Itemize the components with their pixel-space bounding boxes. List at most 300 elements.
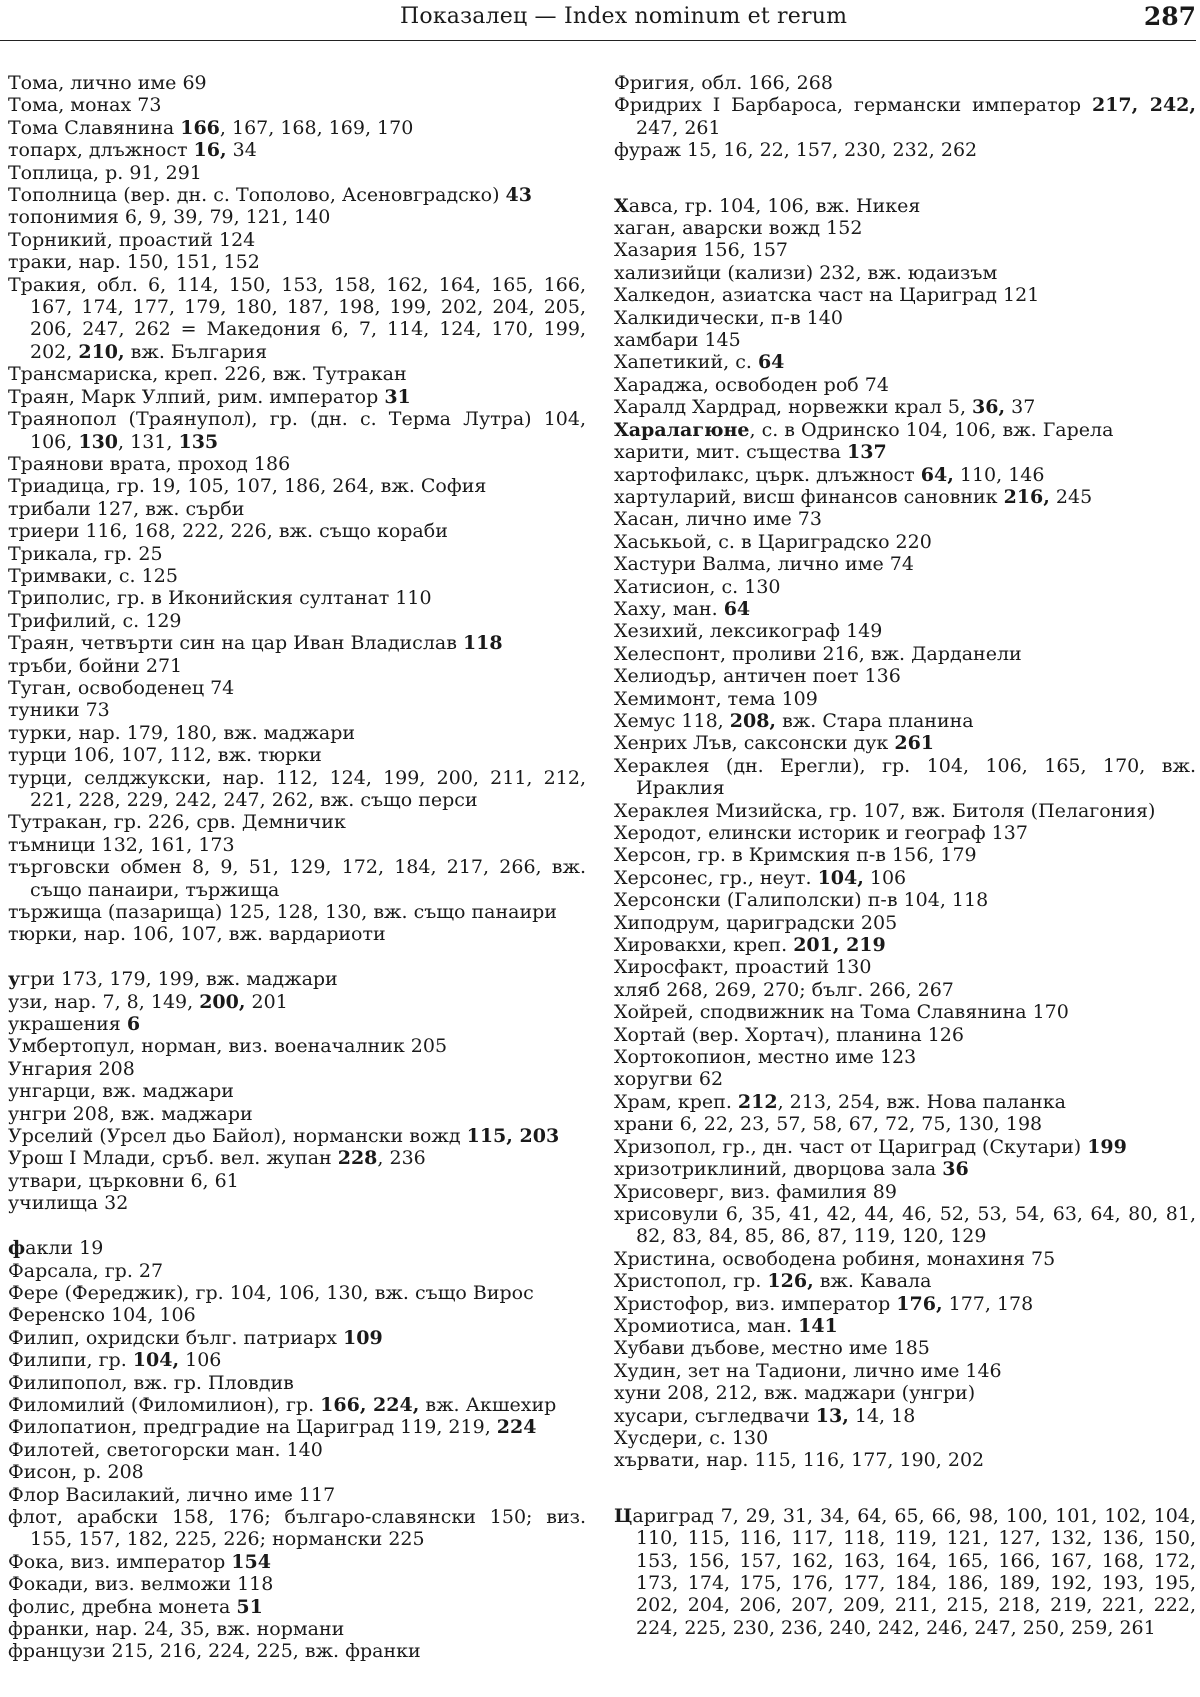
entry-text: Тополница (вер. дн. с. Тополово, Асеновградско) bbox=[8, 184, 506, 207]
page-ref-bold: 104, bbox=[817, 866, 864, 889]
entry-text: Христина, освободена робиня, монахиня 75 bbox=[614, 1247, 1056, 1270]
index-entry bbox=[614, 912, 1196, 934]
page-ref-bold: 115, 203 bbox=[466, 1125, 560, 1148]
entry-text: Торникий, проастий 124 bbox=[8, 228, 256, 251]
entry-text: утвари, църковни 6, 61 bbox=[8, 1169, 239, 1192]
entry-text: топарх, длъжност bbox=[8, 139, 194, 162]
index-entry bbox=[614, 979, 1196, 1001]
index-entry bbox=[614, 1315, 1196, 1337]
index-entry bbox=[8, 1237, 586, 1259]
index-entry bbox=[8, 139, 586, 161]
entry-text: авса, гр. 104, 106, вж. Никея bbox=[628, 194, 921, 217]
index-entry bbox=[8, 206, 586, 228]
entry-text: траки, нар. 150, 151, 152 bbox=[8, 251, 260, 274]
page-ref-bold: 36 bbox=[942, 1158, 969, 1181]
entry-text: Херсонес, гр., неут. bbox=[614, 866, 818, 889]
entry-text: хоругви 62 bbox=[614, 1068, 724, 1091]
index-entry bbox=[614, 553, 1196, 575]
index-entry bbox=[8, 1596, 586, 1618]
entry-text: хусари, съгледвачи bbox=[614, 1404, 816, 1427]
entry-text: Триполис, гр. в Иконийския султанат 110 bbox=[8, 587, 432, 610]
entry-text: , 213, 254, вж. Нова паланка bbox=[777, 1090, 1066, 1113]
index-entry bbox=[8, 610, 586, 632]
entry-text: Траянопол (Траянупол), гр. (дн. с. Терма Лутра) 104, 106, bbox=[8, 408, 586, 453]
index-entry bbox=[8, 363, 586, 385]
index-entry bbox=[8, 722, 586, 744]
index-entry bbox=[614, 1337, 1196, 1359]
index-entry bbox=[8, 1058, 586, 1080]
entry-text: Филипи, гр. bbox=[8, 1349, 133, 1372]
section-gap bbox=[8, 1215, 586, 1237]
entry-text: турци 106, 107, 112, вж. тюрки bbox=[8, 744, 322, 767]
index-entry bbox=[614, 531, 1196, 553]
page-ref-bold: 199 bbox=[1087, 1135, 1127, 1158]
entry-text: 201 bbox=[245, 990, 288, 1013]
page-ref-bold: 200, bbox=[199, 990, 246, 1013]
entry-text: Фере (Фереджик), гр. 104, 106, 130, вж. също Вирос bbox=[8, 1281, 534, 1304]
index-entry bbox=[614, 800, 1196, 822]
entry-text: вж. Кавала bbox=[813, 1270, 932, 1293]
index-entry bbox=[614, 217, 1196, 239]
entry-text: Хризопол, гр., дн. част от Цариград (Скутари) bbox=[614, 1135, 1088, 1158]
index-entry bbox=[8, 565, 586, 587]
entry-text: Хезихий, лексикограф 149 bbox=[614, 620, 883, 643]
page-ref-bold: 43 bbox=[505, 184, 532, 207]
index-entry bbox=[614, 508, 1196, 530]
page-ref-bold: 109 bbox=[343, 1326, 383, 1349]
entry-text: Хасан, лично име 73 bbox=[614, 508, 822, 531]
entry-text: Трифилий, с. 129 bbox=[8, 609, 182, 632]
index-entry bbox=[614, 94, 1196, 139]
entry-text: Храм, креп. bbox=[614, 1090, 738, 1113]
entry-text: Херодот, елински историк и географ 137 bbox=[614, 822, 1028, 844]
index-entry bbox=[614, 239, 1196, 261]
entry-text: , 236 bbox=[377, 1147, 426, 1170]
entry-text: тръби, бойни 271 bbox=[8, 654, 183, 677]
index-entry bbox=[614, 419, 1196, 441]
page-ref-bold: ф bbox=[8, 1237, 26, 1260]
entry-text: търговски обмен 8, 9, 51, 129, 172, 184, 217, 266, вж. също панаири, тържища bbox=[8, 856, 586, 901]
entry-text: Тракия, обл. 6, 114, 150, 153, 158, 162, 164, 165, 166, 167, 174, 177, 179, 180, 187, 198, 199, 202, 204, 205, 206, 247, 262 = Македония 6, 7, 114, 124, 170, 199, 202, bbox=[8, 273, 586, 363]
index-entry bbox=[614, 665, 1196, 687]
entry-text: Тримваки, с. 125 bbox=[8, 564, 178, 587]
index-entry bbox=[8, 251, 586, 273]
entry-text: хървати, нар. 115, 116, 177, 190, 202 bbox=[614, 1449, 985, 1472]
index-entry bbox=[614, 262, 1196, 284]
page-ref-bold: Х bbox=[614, 194, 629, 217]
index-entry bbox=[614, 1091, 1196, 1113]
index-entry bbox=[8, 991, 586, 1013]
index-entry bbox=[614, 956, 1196, 978]
page-ref-bold: 126, bbox=[767, 1270, 814, 1293]
entry-text: 106 bbox=[863, 866, 907, 889]
entry-text: 106 bbox=[179, 1349, 222, 1372]
entry-text: Херсонски (Галиполски) п-в 104, 118 bbox=[614, 889, 989, 912]
entry-text: Хастури Валма, лично име 74 bbox=[614, 553, 914, 576]
entry-text: трибали 127, вж. сърби bbox=[8, 497, 245, 520]
section-gap bbox=[8, 946, 586, 968]
index-entry bbox=[614, 822, 1196, 844]
entry-text: Филотей, светогорски ман. 140 bbox=[8, 1438, 323, 1461]
index-entry bbox=[8, 386, 586, 408]
index-entry bbox=[8, 475, 586, 497]
entry-text: Хелеспонт, проливи 216, вж. Дарданели bbox=[614, 642, 1022, 665]
entry-text: 14, 18 bbox=[848, 1404, 916, 1427]
entry-text: унгарци, вж. маджари bbox=[8, 1080, 234, 1103]
index-entry bbox=[614, 396, 1196, 418]
index-entry bbox=[8, 1349, 586, 1371]
entry-text: Хусдери, с. 130 bbox=[614, 1426, 769, 1449]
entry-text: Тутракан, гр. 226, срв. Демничик bbox=[8, 811, 346, 834]
entry-text: Филопатион, предградие на Цариград 119, 219, bbox=[8, 1416, 497, 1439]
entry-text: Хортай (вер. Хортач), планина 126 bbox=[614, 1023, 964, 1046]
entry-text: хартуларий, висш финансов сановник bbox=[614, 485, 1004, 508]
index-entry bbox=[8, 229, 586, 251]
page-ref-bold: 228 bbox=[337, 1147, 378, 1170]
index-entry bbox=[8, 453, 586, 475]
entry-text: Хераклея (дн. Ерегли), гр. 104, 106, 165, 170, вж. Ираклия bbox=[614, 754, 1196, 800]
index-entry bbox=[8, 856, 586, 901]
index-entry bbox=[8, 1192, 586, 1214]
entry-text: вж. Акшехир bbox=[419, 1393, 557, 1416]
entry-text: , с. в Одринско 104, 106, вж. Гарела bbox=[749, 418, 1114, 441]
index-entry bbox=[8, 1035, 586, 1057]
index-entry bbox=[614, 139, 1196, 161]
index-entry bbox=[8, 408, 586, 453]
index-entry bbox=[8, 1080, 586, 1102]
index-entry bbox=[8, 1484, 586, 1506]
entry-text: Траянови врата, проход 186 bbox=[8, 452, 291, 475]
entry-text: гри 173, 179, 199, вж. маджари bbox=[20, 968, 338, 991]
entry-text: Хемимонт, тема 109 bbox=[614, 687, 818, 710]
index-entry bbox=[8, 1618, 586, 1640]
entry-text: училища 32 bbox=[8, 1192, 129, 1215]
page-ref-bold: 212 bbox=[737, 1090, 778, 1113]
page-ref-bold: 216, bbox=[1003, 485, 1050, 508]
index-entry bbox=[8, 184, 586, 206]
index-entry bbox=[614, 464, 1196, 486]
index-entry bbox=[8, 1170, 586, 1192]
page-ref-bold: 154 bbox=[231, 1550, 271, 1573]
entry-text: турци, селджукски, нар. 112, 124, 199, 200, 211, 212, 221, 228, 229, 242, 247, 262, вж. също перси bbox=[8, 766, 586, 811]
index-entry bbox=[614, 889, 1196, 911]
entry-text: Хаху, ман. bbox=[614, 597, 724, 620]
entry-text: Филомилий (Филомилион), гр. bbox=[8, 1393, 321, 1416]
entry-text: , 131, bbox=[118, 430, 179, 453]
entry-text: хляб 268, 269, 270; бълг. 266, 267 bbox=[614, 978, 954, 1001]
index-entry bbox=[614, 1158, 1196, 1180]
index-entry bbox=[8, 1372, 586, 1394]
index-entry bbox=[614, 351, 1196, 373]
page-ref-bold: 166, 224, bbox=[320, 1393, 420, 1416]
index-entry bbox=[614, 598, 1196, 620]
index-entry bbox=[8, 767, 586, 812]
index-entry bbox=[8, 1416, 586, 1438]
entry-text: Филип, охридски бълг. патриарх bbox=[8, 1326, 344, 1349]
entry-text: Хаськьой, с. в Цариградско 220 bbox=[614, 530, 932, 553]
entry-text: Хиросфакт, проастий 130 bbox=[614, 956, 872, 979]
index-entry bbox=[8, 587, 586, 609]
entry-text: Христофор, виз. император bbox=[614, 1292, 897, 1315]
entry-text: Триадица, гр. 19, 105, 107, 186, 264, вж. София bbox=[8, 475, 487, 498]
entry-text: хализийци (кализи) 232, вж. юдаизъм bbox=[614, 261, 998, 284]
index-entry bbox=[614, 688, 1196, 710]
index-entry bbox=[614, 1046, 1196, 1068]
entry-text: 110, 146 bbox=[953, 463, 1045, 486]
index-entry bbox=[614, 1068, 1196, 1090]
index-entry bbox=[614, 1248, 1196, 1270]
entry-text: Фокади, виз. велможи 118 bbox=[8, 1573, 274, 1596]
entry-text: Халкедон, азиатска част на Цариград 121 bbox=[614, 284, 1040, 307]
entry-text: тюрки, нар. 106, 107, вж. вардариоти bbox=[8, 923, 386, 946]
entry-text: Фригия, обл. 166, 268 bbox=[614, 72, 833, 94]
index-entry bbox=[614, 284, 1196, 306]
entry-text: Трансмариска, креп. 226, вж. Тутракан bbox=[8, 363, 407, 386]
entry-text: Христопол, гр. bbox=[614, 1270, 768, 1293]
index-entry bbox=[8, 94, 586, 116]
index-entry bbox=[614, 620, 1196, 642]
index-entry bbox=[8, 699, 586, 721]
index-entry bbox=[614, 1270, 1196, 1292]
entry-text: 247, 261 bbox=[636, 116, 721, 139]
entry-text: франки, нар. 24, 35, вж. нормани bbox=[8, 1618, 345, 1640]
index-entry bbox=[614, 1181, 1196, 1203]
entry-text: тъмници 132, 161, 173 bbox=[8, 833, 235, 856]
index-entry bbox=[8, 1013, 586, 1035]
page-ref-bold: 64, bbox=[920, 463, 954, 486]
entry-text: Фисон, р. 208 bbox=[8, 1461, 144, 1484]
index-entry bbox=[8, 1506, 586, 1551]
entry-text: тържища (пазарища) 125, 128, 130, вж. също панаири bbox=[8, 901, 557, 924]
entry-text: Траян, Марк Улпий, рим. император bbox=[8, 385, 385, 408]
page-ref-bold: 176, bbox=[896, 1292, 943, 1315]
index-entry bbox=[8, 1551, 586, 1573]
entry-text: Хараджа, освободен роб 74 bbox=[614, 373, 889, 396]
index-entry bbox=[614, 1427, 1196, 1449]
page-ref-bold: 224 bbox=[496, 1416, 537, 1439]
index-entry bbox=[614, 1405, 1196, 1427]
page-ref-bold: у bbox=[8, 968, 21, 991]
index-entry bbox=[614, 867, 1196, 889]
entry-text: Херсон, гр. в Кримския п-в 156, 179 bbox=[614, 844, 977, 867]
page-ref-bold: 166 bbox=[180, 116, 220, 139]
entry-text: Топлица, р. 91, 291 bbox=[8, 161, 202, 184]
section-gap bbox=[614, 1472, 1196, 1505]
index-entry bbox=[614, 307, 1196, 329]
index-entry bbox=[8, 1461, 586, 1483]
entry-text: унгри 208, вж. маджари bbox=[8, 1102, 253, 1125]
index-entry bbox=[8, 901, 586, 923]
entry-text: триери 116, 168, 222, 226, вж. също кораби bbox=[8, 520, 448, 543]
index-entry bbox=[614, 486, 1196, 508]
entry-text: туники 73 bbox=[8, 699, 110, 722]
index-entry bbox=[614, 1382, 1196, 1404]
entry-text: Фридрих I Барбароса, германски император bbox=[614, 94, 1092, 117]
entry-text: 37 bbox=[1005, 396, 1036, 419]
index-entry bbox=[8, 1103, 586, 1125]
index-entry bbox=[8, 1304, 586, 1326]
entry-text: флот, арабски 158, 176; българо-славянски 150; виз. 155, 157, 182, 225, 226; нормански 225 bbox=[8, 1505, 586, 1551]
index-entry bbox=[8, 811, 586, 833]
page-ref-bold: 201, 219 bbox=[793, 934, 886, 957]
index-entry bbox=[614, 1024, 1196, 1046]
entry-text: Хапетикий, с. bbox=[614, 351, 758, 374]
index-entry bbox=[8, 1125, 586, 1147]
entry-text: Траян, четвърти син на цар Иван Владислав bbox=[8, 632, 463, 655]
index-entry bbox=[614, 710, 1196, 732]
index-column-right bbox=[614, 72, 1196, 1639]
index-entry bbox=[614, 1360, 1196, 1382]
entry-text: Трикала, гр. 25 bbox=[8, 542, 163, 565]
entry-text: турки, нар. 179, 180, вж. маджари bbox=[8, 721, 356, 744]
page-ref-bold: 130 bbox=[78, 430, 119, 453]
entry-text: Хазария 156, 157 bbox=[614, 239, 789, 262]
index-entry bbox=[8, 1327, 586, 1349]
index-entry bbox=[614, 1293, 1196, 1315]
entry-text: 245 bbox=[1049, 485, 1093, 508]
entry-text: хуни 208, 212, вж. маджари (унгри) bbox=[614, 1382, 976, 1405]
index-entry bbox=[8, 655, 586, 677]
index-entry bbox=[8, 1260, 586, 1282]
index-entry bbox=[8, 274, 586, 364]
index-entry bbox=[614, 755, 1196, 800]
entry-text: храни 6, 22, 23, 57, 58, 67, 72, 75, 130, 198 bbox=[614, 1113, 1043, 1136]
entry-text: Урселий (Урсел дьо Байол), нормански вожд bbox=[8, 1125, 467, 1148]
entry-text: Тома, монах 73 bbox=[8, 94, 162, 117]
entry-text: Унгария 208 bbox=[8, 1057, 135, 1080]
page-ref-bold: 31 bbox=[384, 385, 411, 408]
entry-text: Хиподрум, цариградски 205 bbox=[614, 911, 898, 934]
index-entry bbox=[8, 968, 586, 990]
index-entry bbox=[8, 632, 586, 654]
index-entry bbox=[614, 934, 1196, 956]
entry-text: Хелиодър, античен поет 136 bbox=[614, 665, 901, 688]
page-ref-bold: Ц bbox=[614, 1504, 633, 1527]
index-entry bbox=[8, 1640, 586, 1662]
entry-text: Филипопол, вж. гр. Пловдив bbox=[8, 1371, 294, 1394]
index-entry bbox=[8, 498, 586, 520]
page-ref-bold: Харалагюне bbox=[614, 418, 750, 441]
index-entry bbox=[8, 1439, 586, 1461]
index-entry bbox=[8, 677, 586, 699]
index-column-left bbox=[8, 72, 586, 1663]
index-entry bbox=[8, 72, 586, 94]
page-ref-bold: 261 bbox=[894, 732, 935, 755]
page-ref-bold: 64 bbox=[757, 351, 785, 374]
entry-text: ариград 7, 29, 31, 34, 64, 65, 66, 98, 100, 101, 102, 104, 110, 115, 116, 117, 118, 119, 121, 127, 132, 136, 150, 153, 156, 157, 162, 163, 164, 165, 166, 167, 168, 172, 173, 174, 175, 176, 177, 184, 186, 189, 192, 193, 195, 202, 204, 206, 207, 209, 211, 215, 218, 219, 221, 222, 224, 225, 230, 236, 240, 242, 246, 247, 250, 259, 261 bbox=[632, 1504, 1196, 1639]
entry-text: акли 19 bbox=[25, 1237, 104, 1260]
entry-text: Халкидически, п-в 140 bbox=[614, 306, 843, 329]
page-ref-bold: 135 bbox=[178, 430, 219, 453]
index-entry bbox=[614, 844, 1196, 866]
index-entry bbox=[8, 744, 586, 766]
entry-text: Ференско 104, 106 bbox=[8, 1304, 196, 1327]
entry-text: Хромиотиса, ман. bbox=[614, 1314, 799, 1337]
entry-text: вж. Стара планина bbox=[776, 709, 974, 732]
page-number: 287 bbox=[1143, 2, 1196, 31]
entry-text: фолис, дребна монета bbox=[8, 1595, 237, 1618]
page-ref-bold: 217, 242, bbox=[1091, 94, 1196, 117]
index-entry bbox=[614, 1449, 1196, 1471]
index-entry bbox=[614, 732, 1196, 754]
page-ref-bold: 104, bbox=[132, 1349, 180, 1372]
index-entry bbox=[8, 834, 586, 856]
entry-text: , 167, 168, 169, 170 bbox=[219, 116, 414, 139]
entry-text: Умбертопул, норман, виз. военачалник 205 bbox=[8, 1035, 448, 1058]
page-ref-bold: 210, bbox=[78, 340, 125, 363]
entry-text: Хрисоверг, виз. фамилия 89 bbox=[614, 1180, 897, 1203]
entry-text: 177, 178 bbox=[942, 1292, 1034, 1315]
entry-text: французи 215, 216, 224, 225, вж. франки bbox=[8, 1640, 421, 1663]
entry-text: топонимия 6, 9, 39, 79, 121, 140 bbox=[8, 206, 331, 229]
entry-text: Фарсала, гр. 27 bbox=[8, 1259, 164, 1282]
entry-text: украшения bbox=[8, 1013, 127, 1036]
entry-text: Туган, освободенец 74 bbox=[8, 676, 235, 699]
index-entry bbox=[614, 72, 1196, 94]
index-entry bbox=[8, 117, 586, 139]
entry-text: Хатисион, с. 130 bbox=[614, 575, 781, 598]
entry-text: Хераклея Мизийска, гр. 107, вж. Битоля (Пелагония) bbox=[614, 799, 1156, 822]
index-entry bbox=[614, 329, 1196, 351]
entry-text: Хенрих Лъв, саксонски дук bbox=[614, 732, 895, 755]
section-gap bbox=[614, 162, 1196, 195]
page-ref-bold: 13, bbox=[815, 1404, 849, 1427]
entry-text: Хубави дъбове, местно име 185 bbox=[614, 1337, 930, 1360]
index-entry bbox=[614, 1505, 1196, 1639]
header-rule bbox=[0, 40, 1196, 41]
index-entry bbox=[8, 1282, 586, 1304]
page-ref-bold: 137 bbox=[847, 441, 887, 464]
index-entry bbox=[614, 374, 1196, 396]
entry-text: 34 bbox=[226, 139, 257, 162]
page-ref-bold: 208, bbox=[729, 709, 777, 732]
entry-text: Тома, лично име 69 bbox=[8, 72, 207, 94]
entry-text: Фока, виз. император bbox=[8, 1550, 232, 1573]
index-entry bbox=[8, 923, 586, 945]
page-ref-bold: 6 bbox=[126, 1013, 141, 1036]
entry-text: Флор Василакий, лично име 117 bbox=[8, 1483, 336, 1506]
index-entry bbox=[8, 543, 586, 565]
page-ref-bold: 64 bbox=[723, 597, 751, 620]
page-ref-bold: 36, bbox=[972, 396, 1006, 419]
index-entry bbox=[614, 1203, 1196, 1248]
index-entry bbox=[8, 162, 586, 184]
index-entry bbox=[8, 1394, 586, 1416]
index-entry bbox=[8, 1147, 586, 1169]
entry-text: Хортокопион, местно име 123 bbox=[614, 1046, 917, 1069]
entry-text: Хировакхи, креп. bbox=[614, 934, 794, 957]
index-entry bbox=[614, 441, 1196, 463]
index-entry bbox=[614, 195, 1196, 217]
entry-text: Худин, зет на Тадиони, лично име 146 bbox=[614, 1359, 1002, 1382]
entry-text: хаган, аварски вожд 152 bbox=[614, 217, 863, 240]
entry-text: Тома Славянина bbox=[8, 116, 181, 139]
entry-text: Урош I Млади, сръб. вел. жупан bbox=[8, 1147, 338, 1170]
index-entry bbox=[8, 520, 586, 542]
index-entry bbox=[614, 1136, 1196, 1158]
page-ref-bold: 51 bbox=[236, 1595, 263, 1618]
index-entry bbox=[614, 643, 1196, 665]
entry-text: вж. България bbox=[124, 340, 268, 363]
entry-text: Хемус 118, bbox=[614, 709, 730, 732]
entry-text: хамбари 145 bbox=[614, 329, 741, 352]
entry-text: Хойрей, сподвижник на Тома Славянина 170 bbox=[614, 1001, 1069, 1024]
entry-text: хрисовули 6, 35, 41, 42, 44, 46, 52, 53, 54, 63, 64, 80, 81, 82, 83, 84, 85, 86, 87, 119, 120, 129 bbox=[614, 1202, 1196, 1248]
entry-text: Харалд Хардрад, норвежки крал 5, bbox=[614, 396, 973, 419]
entry-text: хризотриклиний, дворцова зала bbox=[614, 1158, 943, 1181]
index-entry bbox=[614, 1001, 1196, 1023]
page-ref-bold: 16, bbox=[193, 139, 227, 162]
